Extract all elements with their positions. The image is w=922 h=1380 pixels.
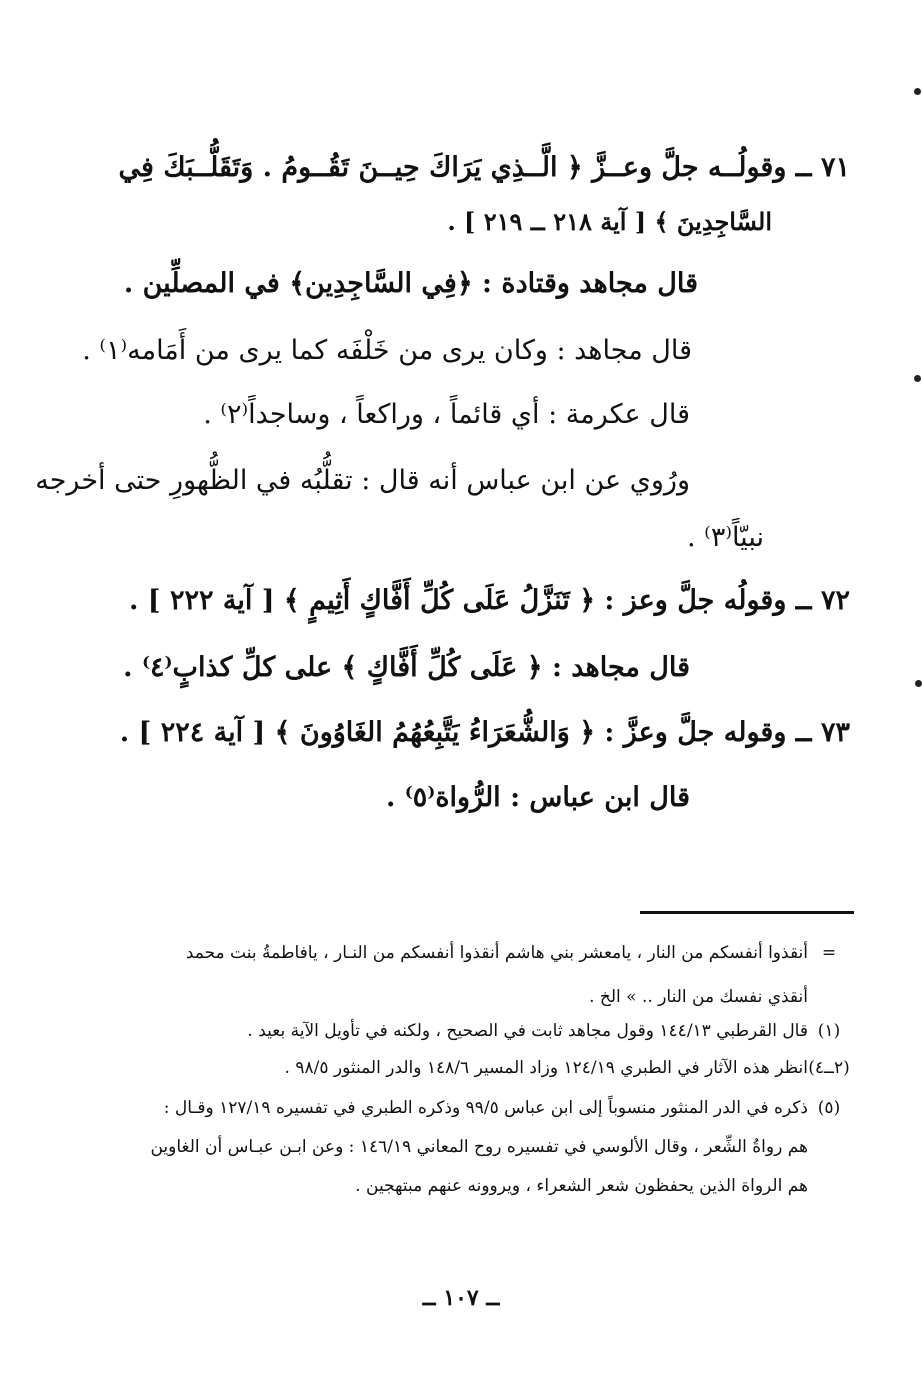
footnote-continuation-mark: =: [821, 943, 837, 963]
footnote-2-4-text: انظر هذه الآثار في الطبري ١٢٤/١٩ وزاد المسير ١٤٨/٦ والدر المنثور ٩٨/٥ .: [284, 1058, 808, 1078]
commentary-ibn-abbas-line1: ورُوي عن ابن عباس أنه قال : تقلُّبُه في الظُّهورِ حتى أخرجه: [35, 465, 690, 496]
verse-71-line1: ٧١ ــ وقولُــه جلَّ وعــزَّ ﴿ الَّــذِي يَرَاكَ حِيــنَ تَقُــومُ . وَتَقَلُّــبَكَ فِي: [118, 152, 850, 183]
verse-73: ٧٣ ــ وقوله جلَّ وعزَّ : ﴿ وَالشُّعَرَاءُ يَتَّبِعُهُمُ الغَاوُونَ ﴾ [ آية ٢٢٤ ] .: [119, 717, 850, 748]
footnote-5-line2: هم رواةُ الشِّعر ، وقال الألوسي في تفسيره روح المعاني ١٤٦/١٩ : وعن ابـن عبـاس أن الغاوين: [150, 1137, 808, 1157]
footnote-5-mark: (٥): [817, 1098, 841, 1118]
commentary-ibn-abbas-73: قال ابن عباس : الرُّواة⁽٥⁾ .: [385, 782, 690, 813]
page-number: ــ ١٠٧ ــ: [422, 1285, 500, 1311]
footnote-5-text: ذكره في الدر المنثور منسوباً إلى ابن عباس ٩٩/٥ وذكره الطبري في تفسيره ١٢٧/١٩ وقـال :: [163, 1098, 808, 1118]
verse-71-line2: السَّاجِدِينَ ﴾ [ آية ٢١٨ ــ ٢١٩ ] .: [447, 207, 772, 236]
footnote-5-line1: [164, 1097, 850, 1119]
footnote-separator: [640, 911, 854, 914]
verse-72: ٧٢ ــ وقولُه جلَّ وعز : ﴿ تَنَزَّلُ عَلَى كُلِّ أَفَّاكٍ أَثِيمٍ ﴾ [ آية ٢٢٢ ] .: [128, 585, 850, 616]
footnote-5-line3: هم الرواة الذين يحفظون شعر الشعراء ، ويروونه عنهم مبتهجين .: [355, 1176, 808, 1196]
commentary-mujahid-qatada: قال مجاهد وقتادة : ﴿فِي السَّاجِدِين﴾ في المصلِّين .: [123, 268, 698, 299]
margin-mark: [915, 680, 922, 687]
commentary-ibn-abbas-line2: نبيّاً⁽٣⁾ .: [687, 522, 764, 553]
footnote-1: [247, 1020, 850, 1042]
commentary-mujahid: قال مجاهد : وكان يرى من خَلْفَه كما يرى من أَمَامه⁽١⁾ .: [82, 335, 692, 366]
footnote-continuation-line2: أنقذي نفسك من النار .. » الخ .: [589, 987, 808, 1007]
commentary-ikrima: قال عكرمة : أي قائماً ، وراكعاً ، وساجداً⁽٢⁾ .: [203, 399, 690, 430]
margin-mark: [914, 88, 921, 95]
footnote-text: أنقذوا أنفسكم من النار ، يامعشر بني هاشم أنقذوا أنفسكم من النـار ، يافاطمةُ بنت محمد: [185, 943, 808, 963]
footnote-2-4-mark: (٢ــ٤): [808, 1058, 850, 1078]
footnote-continuation-line1: [186, 942, 850, 964]
commentary-mujahid-72: قال مجاهد : ﴿ عَلَى كُلِّ أَفَّاكٍ ﴾ على كلِّ كذابٍ⁽٤⁾ .: [123, 652, 690, 683]
margin-mark: [914, 375, 921, 382]
footnote-1-text: قال القرطبي ١٤٤/١٣ وقول مجاهد ثابت في الصحيح ، ولكنه في تأويل الآية بعيد .: [247, 1021, 808, 1041]
footnote-1-mark: (١): [817, 1021, 841, 1041]
footnote-2-4: [285, 1057, 850, 1079]
